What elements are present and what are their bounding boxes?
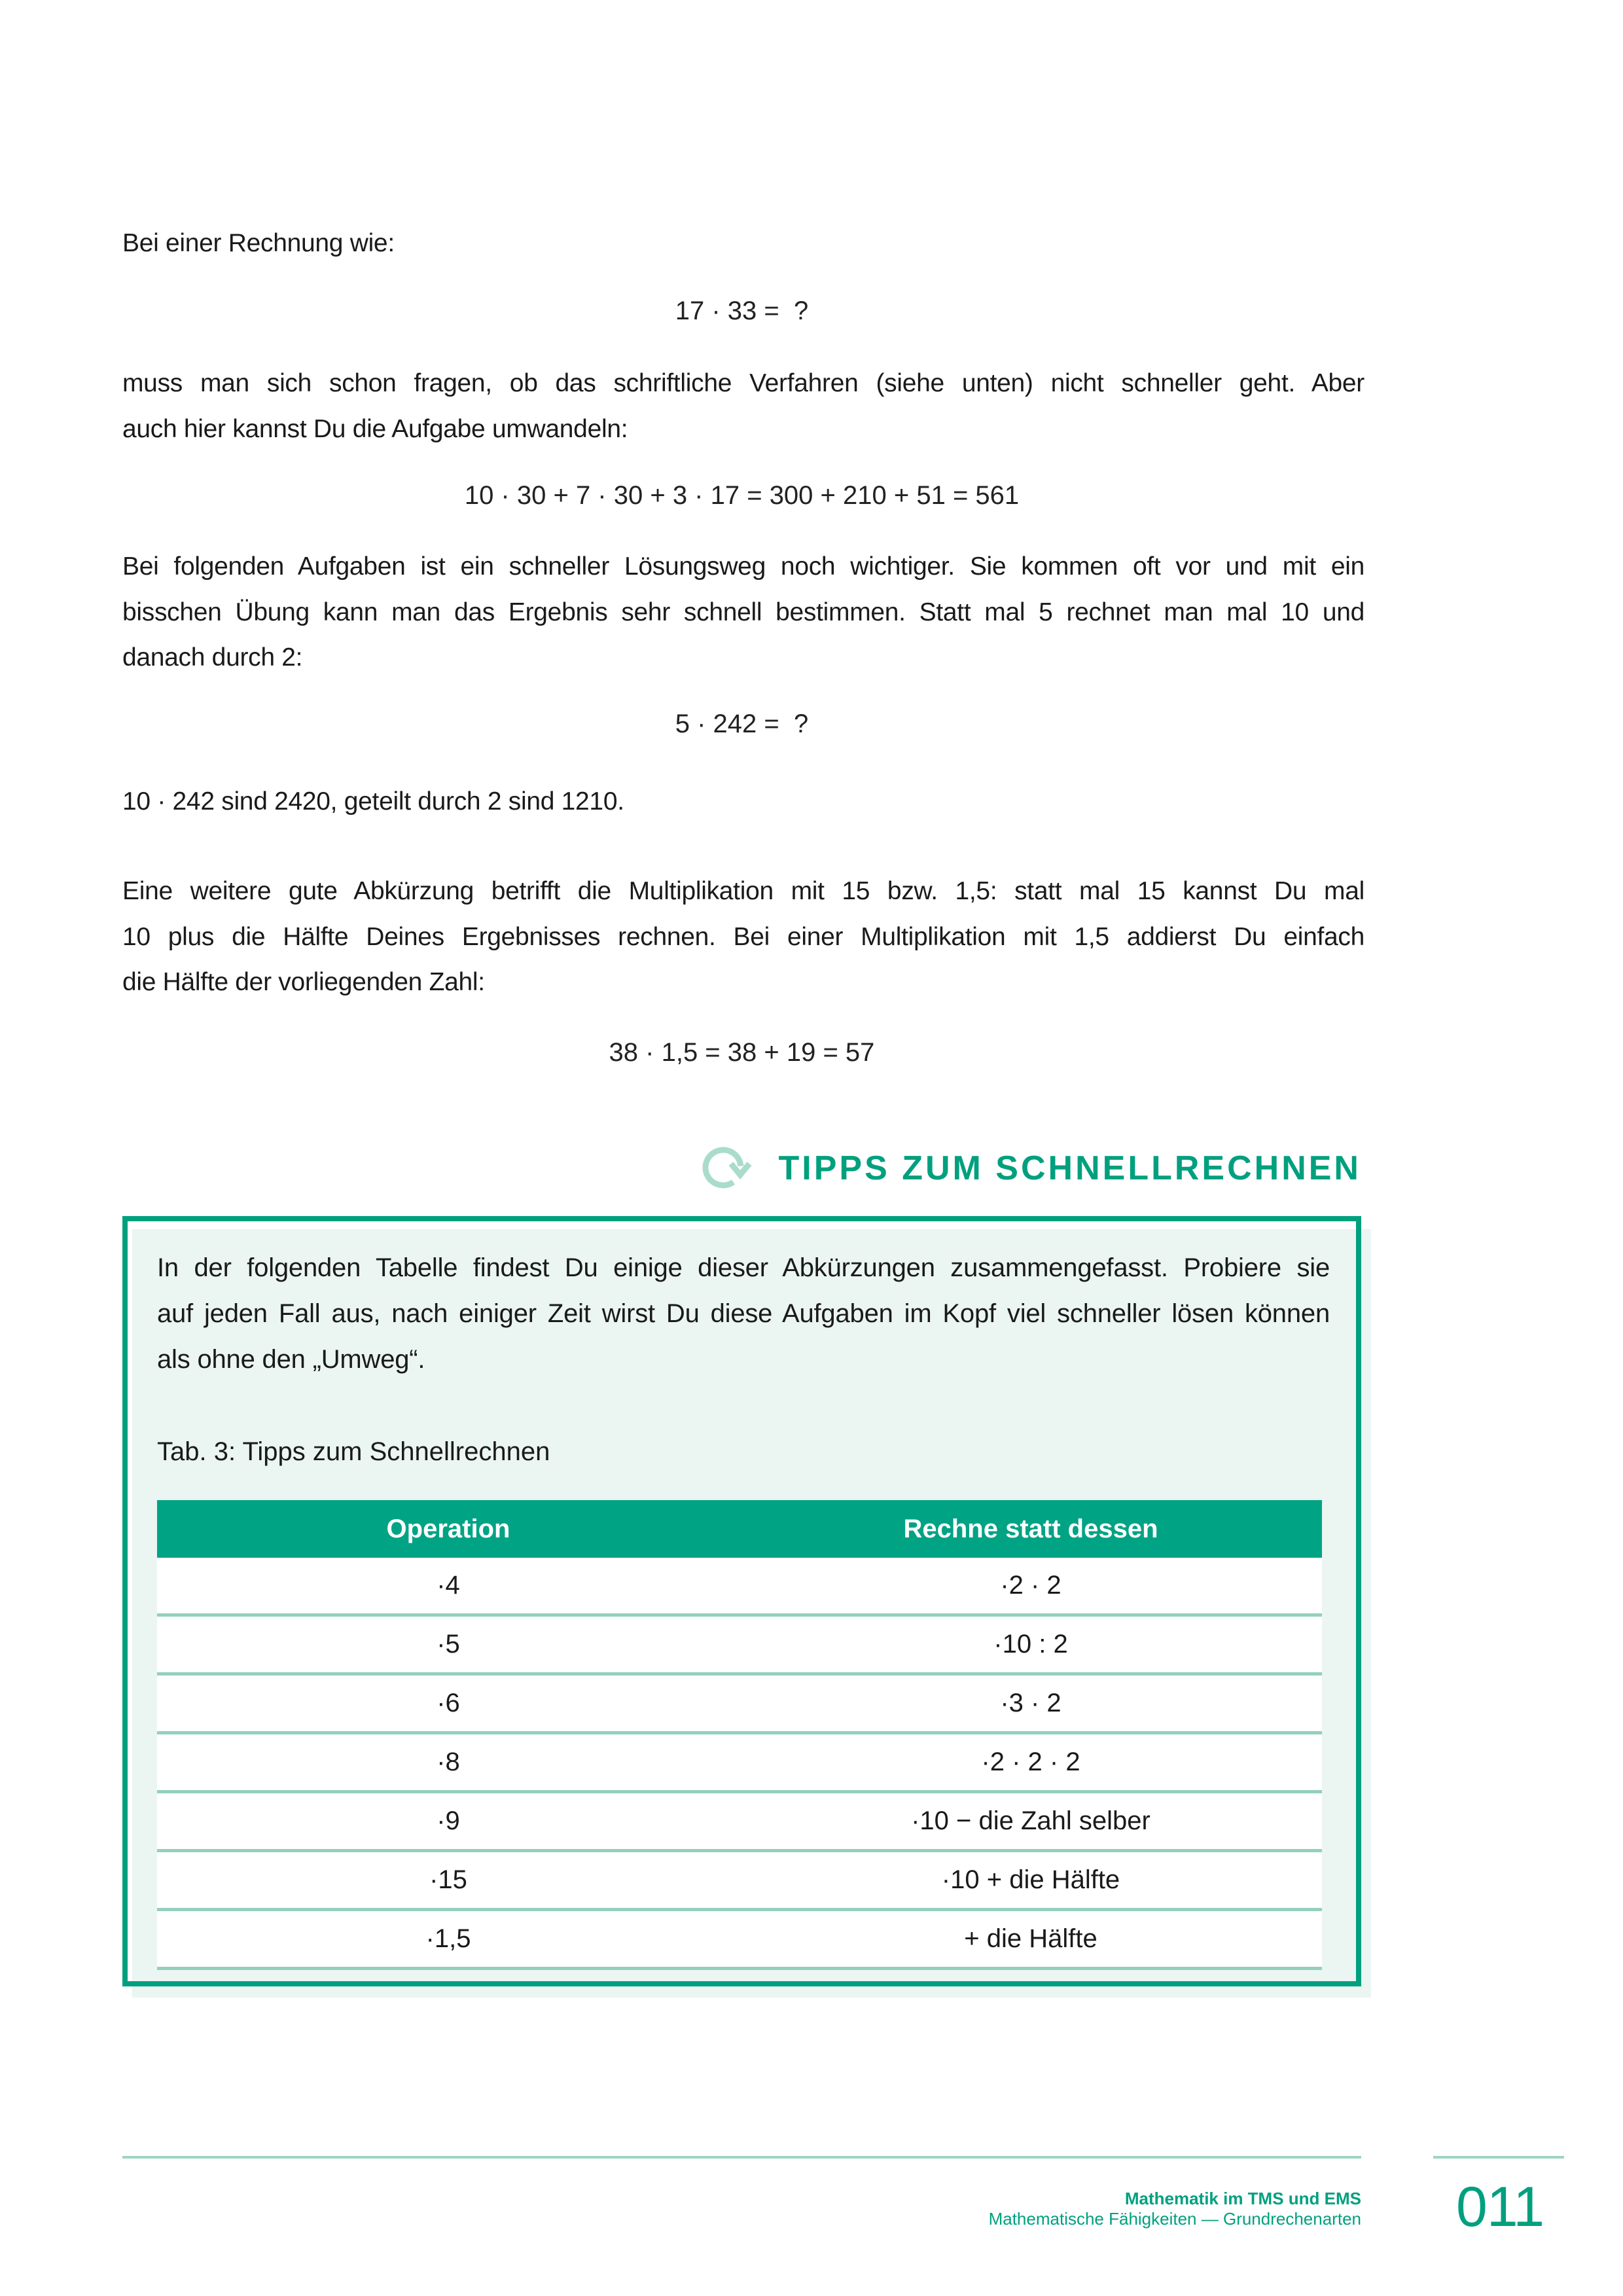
cell-operation: ·8 xyxy=(437,1748,460,1776)
cell-alternative: ·3 · 2 xyxy=(1000,1689,1061,1717)
table-caption: Tab. 3: Tipps zum Schnellrechnen xyxy=(157,1437,550,1466)
cell-alternative: ·10 − die Zahl selber xyxy=(911,1806,1150,1835)
text-line: bisschen Übung kann man das Ergebnis sehr schnell bestimmen. Statt mal 5 rechnet man mal 10 und xyxy=(122,598,1364,626)
cell-alternative: + die Hälfte xyxy=(964,1924,1097,1953)
cell-operation: ·1,5 xyxy=(425,1924,471,1953)
table-row xyxy=(157,1852,1322,1911)
table-row xyxy=(157,1734,1322,1793)
text-line: Eine weitere gute Abkürzung betrifft die Multiplikation mit 15 bzw. 1,5: statt mal 15 kannst Du mal xyxy=(122,877,1364,905)
tips-table xyxy=(157,1500,1322,1970)
equation-17x33: 17 · 33 = ? xyxy=(675,296,809,325)
section-heading: TIPPS ZUM SCHNELLRECHNEN xyxy=(778,1149,1361,1187)
cell-operation: ·5 xyxy=(437,1630,460,1659)
text-line: 10 plus die Hälfte Deines Ergebnisses rechnen. Bei einer Multiplikation mit 1,5 addierst Du einfach xyxy=(122,922,1364,951)
paragraph-intro xyxy=(122,221,1364,266)
paragraph-result-1210 xyxy=(122,779,1364,825)
cell-alternative: ·10 : 2 xyxy=(993,1630,1068,1659)
column-header-operation: Operation xyxy=(386,1515,510,1543)
paragraph-mal-5 xyxy=(122,544,1364,681)
paragraph-umwandeln xyxy=(122,361,1364,452)
cell-operation: ·4 xyxy=(437,1571,460,1600)
text-line: Bei folgenden Aufgaben ist ein schneller Lösungsweg noch wichtiger. Sie kommen oft vor und mit ein xyxy=(122,552,1364,581)
table-row xyxy=(157,1676,1322,1734)
cell-operation: ·6 xyxy=(437,1689,460,1717)
footer-chapter: Mathematische Fähigkeiten — Grundrechenarten xyxy=(988,2209,1361,2229)
rotate-clockwise-icon xyxy=(697,1144,756,1191)
tips-intro xyxy=(157,1245,1330,1382)
text-line: auf jeden Fall aus, nach einiger Zeit wirst Du diese Aufgaben im Kopf viel schneller lösen können xyxy=(157,1299,1330,1328)
text-line: In der folgenden Tabelle findest Du einige dieser Abkürzungen zusammengefasst. Probiere sie xyxy=(157,1253,1330,1282)
footer-divider xyxy=(122,2156,1361,2159)
text-line: als ohne den „Umweg“. xyxy=(157,1345,425,1374)
page-number: 011 xyxy=(1456,2176,1544,2238)
text-line: 10 · 242 sind 2420, geteilt durch 2 sind 1210. xyxy=(122,787,624,816)
equation-5x242: 5 · 242 = ? xyxy=(675,709,809,738)
table-row xyxy=(157,1793,1322,1852)
text-line: auch hier kannst Du die Aufgabe umwandeln: xyxy=(122,414,628,443)
cell-operation: ·9 xyxy=(437,1806,460,1835)
column-header-alternative: Rechne statt dessen xyxy=(903,1515,1158,1543)
paragraph-mal-15 xyxy=(122,869,1364,1005)
text-line: Bei einer Rechnung wie: xyxy=(122,229,395,257)
text-line: die Hälfte der vorliegenden Zahl: xyxy=(122,968,485,996)
text-line: muss man sich schon fragen, ob das schriftliche Verfahren (siehe unten) nicht schneller geht. Aber xyxy=(122,369,1364,397)
cell-alternative: ·2 · 2 xyxy=(1000,1571,1061,1600)
table-row xyxy=(157,1911,1322,1970)
cell-alternative: ·2 · 2 · 2 xyxy=(981,1748,1080,1776)
footer-page-divider xyxy=(1433,2156,1564,2159)
cell-operation: ·15 xyxy=(429,1865,467,1894)
table-header-row xyxy=(157,1500,1322,1558)
footer-book-title: Mathematik im TMS und EMS xyxy=(1124,2189,1361,2208)
equation-decomposition: 10 · 30 + 7 · 30 + 3 · 17 = 300 + 210 + 51 = 561 xyxy=(464,481,1020,510)
cell-alternative: ·10 + die Hälfte xyxy=(941,1865,1120,1894)
equation-38x1-5: 38 · 1,5 = 38 + 19 = 57 xyxy=(609,1038,875,1067)
table-row xyxy=(157,1558,1322,1617)
table-row xyxy=(157,1617,1322,1676)
text-line: danach durch 2: xyxy=(122,643,303,672)
